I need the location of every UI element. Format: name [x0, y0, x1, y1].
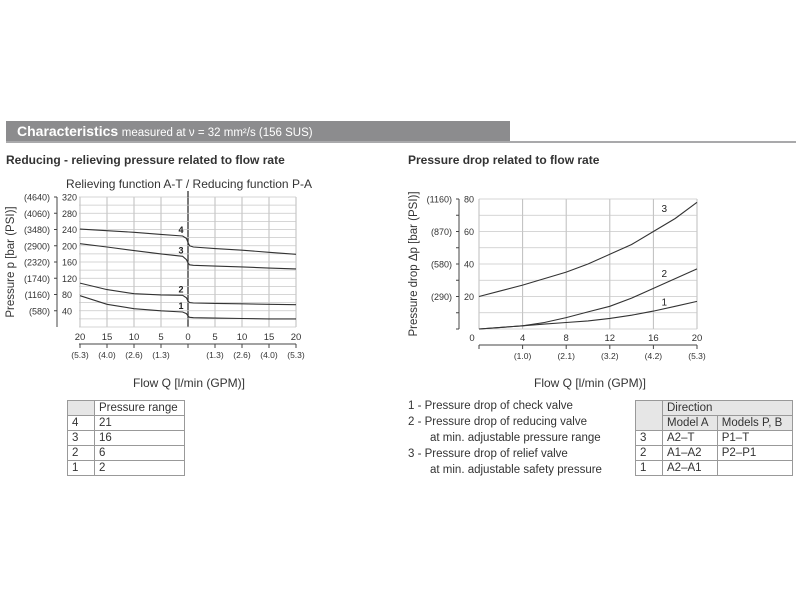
series-label: 4 — [178, 225, 184, 235]
y-tick-label: 60 — [464, 227, 475, 237]
table-cell: 4 — [68, 416, 95, 431]
table-row — [636, 431, 793, 446]
x-tick-label: 0 — [185, 332, 191, 343]
table-cell: 3 — [636, 431, 663, 446]
series-label: 3 — [661, 204, 668, 215]
y-tick-label-psi: (4060) — [23, 208, 50, 219]
series-label: 2 — [178, 284, 184, 295]
table-cell: 21 — [95, 416, 185, 431]
series-line-3 — [479, 202, 697, 296]
y-tick-label-psi: (870) — [430, 227, 452, 237]
y-tick-label: 240 — [62, 225, 78, 235]
x-tick-label-gpm: (3.2) — [601, 351, 619, 361]
x-tick-label-gpm: (2.6) — [125, 350, 143, 360]
x-tick-label: 15 — [263, 332, 275, 343]
y-tick-label: 80 — [62, 290, 73, 300]
table-row — [68, 431, 185, 446]
table-cell: 2 — [95, 461, 185, 476]
legend-item-detail: at min. adjustable safety pressure — [430, 464, 602, 476]
legend-item-detail: at min. adjustable pressure range — [430, 432, 601, 444]
series-label: 3 — [178, 245, 184, 256]
y-tick-label-psi: (1160) — [24, 290, 50, 300]
right-section-title: Pressure drop related to flow rate — [408, 153, 600, 167]
y-tick-label-psi: (1160) — [426, 194, 452, 205]
table-cell: P1–T — [717, 431, 792, 446]
table-row — [68, 416, 185, 431]
banner-heading: Characteristics — [17, 123, 119, 139]
x-tick-label-gpm: (4.2) — [644, 351, 663, 361]
legend-item: 3 - Pressure drop of relief valve — [408, 448, 568, 460]
x-tick-label: 12 — [604, 333, 616, 344]
y-tick-label: 320 — [62, 192, 78, 203]
pressure-drop-chart — [400, 170, 800, 370]
table-header-cell: Models P, B — [717, 416, 792, 431]
pressure-range-table — [67, 400, 185, 476]
direction-table — [635, 400, 793, 476]
y-tick-label-psi: (2900) — [23, 241, 50, 252]
y-tick-label: 20 — [464, 292, 475, 302]
y-axis-label: Pressure p [bar (PSI)] — [5, 206, 17, 318]
x-tick-label-gpm: (5.3) — [287, 350, 305, 360]
y-tick-label-psi: (3480) — [23, 225, 50, 235]
legend-item: 1 - Pressure drop of check valve — [408, 400, 573, 412]
y-tick-label-psi: (580) — [430, 259, 452, 270]
table-row — [636, 461, 793, 476]
table-header-cell — [636, 401, 663, 431]
table-group-header: Direction — [663, 401, 793, 416]
table-cell — [717, 461, 792, 476]
table-cell: A1–A2 — [663, 446, 718, 461]
chart-title: Relieving function A-T / Reducing function P-A — [66, 177, 312, 191]
curve-legend — [408, 398, 602, 478]
banner-subtitle: measured at ν = 32 mm²/s (156 SUS) — [121, 127, 313, 139]
y-tick-label-zero: 0 — [469, 333, 475, 344]
table-header-cell: Model A — [663, 416, 718, 431]
table-header-cell — [68, 401, 95, 416]
table-header-row — [636, 401, 793, 416]
y-tick-label: 160 — [62, 257, 78, 268]
x-tick-label: 20 — [74, 332, 86, 343]
table-cell: A2–A1 — [663, 461, 718, 476]
y-tick-label-psi: (2320) — [23, 257, 50, 268]
tick-labels — [24, 193, 305, 361]
left-x-axis-label: Flow Q [l/min (GPM)] — [133, 376, 246, 390]
y-tick-label: 80 — [464, 194, 475, 205]
y-tick-label-psi: (1740) — [23, 273, 50, 284]
series-lines — [479, 202, 697, 329]
y-tick-label: 40 — [62, 306, 73, 317]
x-tick-label: 15 — [101, 332, 113, 343]
table-row — [68, 446, 185, 461]
table-cell: A2–T — [663, 431, 718, 446]
series-label: 1 — [178, 300, 184, 311]
x-tick-label-gpm: (1.3) — [152, 350, 170, 360]
table-cell: 2 — [636, 446, 663, 461]
x-tick-label: 8 — [563, 333, 569, 344]
x-tick-label: 10 — [128, 332, 140, 343]
x-tick-label-gpm: (2.1) — [557, 351, 575, 361]
series-label: 2 — [661, 269, 668, 280]
x-tick-label-gpm: (5.3) — [688, 351, 706, 361]
banner-title — [17, 123, 313, 139]
y-tick-label: 200 — [62, 241, 78, 252]
legend-item: 2 - Pressure drop of reducing valve — [408, 416, 587, 428]
right-x-axis-label: Flow Q [l/min (GPM)] — [534, 376, 647, 390]
table-cell: 16 — [95, 431, 185, 446]
y-axis-label: Pressure drop Δp [bar (PSI)] — [408, 191, 420, 337]
x-tick-label-gpm: (2.6) — [233, 350, 251, 360]
y-tick-label: 40 — [464, 259, 475, 270]
banner-rule — [6, 141, 796, 143]
y-tick-label: 120 — [62, 273, 78, 284]
reducing-relieving-chart — [0, 170, 400, 370]
table-cell: 6 — [95, 446, 185, 461]
table-cell: 1 — [68, 461, 95, 476]
x-tick-label-gpm: (5.3) — [71, 350, 89, 360]
y-tick-label-psi: (580) — [28, 306, 50, 317]
x-tick-label-gpm: (4.0) — [98, 350, 116, 360]
x-tick-label: 20 — [290, 332, 302, 343]
x-tick-label: 10 — [236, 332, 248, 343]
table-row — [636, 446, 793, 461]
series-label: 1 — [661, 297, 668, 309]
x-tick-label: 16 — [648, 333, 659, 344]
table-cell: P2–P1 — [717, 446, 792, 461]
y-tick-label: 280 — [62, 208, 78, 219]
table-row — [68, 461, 185, 476]
table-cell: 2 — [68, 446, 95, 461]
x-tick-label-gpm: (1.3) — [206, 350, 224, 360]
left-section-title: Reducing - relieving pressure related to flow rate — [6, 153, 285, 167]
table-cell: 3 — [68, 431, 95, 446]
x-tick-label: 20 — [691, 333, 703, 344]
y-tick-label-psi: (290) — [430, 292, 452, 302]
y-tick-label-psi: (4640) — [23, 192, 50, 203]
x-tick-label: 5 — [212, 332, 218, 343]
table-header-cell: Pressure range — [95, 401, 185, 416]
table-cell: 1 — [636, 461, 663, 476]
x-tick-label: 4 — [519, 333, 526, 344]
table-header-row — [68, 401, 185, 416]
x-tick-label: 5 — [158, 332, 164, 343]
axes — [54, 191, 296, 348]
x-tick-label-gpm: (1.0) — [513, 351, 532, 361]
x-tick-label-gpm: (4.0) — [260, 350, 278, 360]
